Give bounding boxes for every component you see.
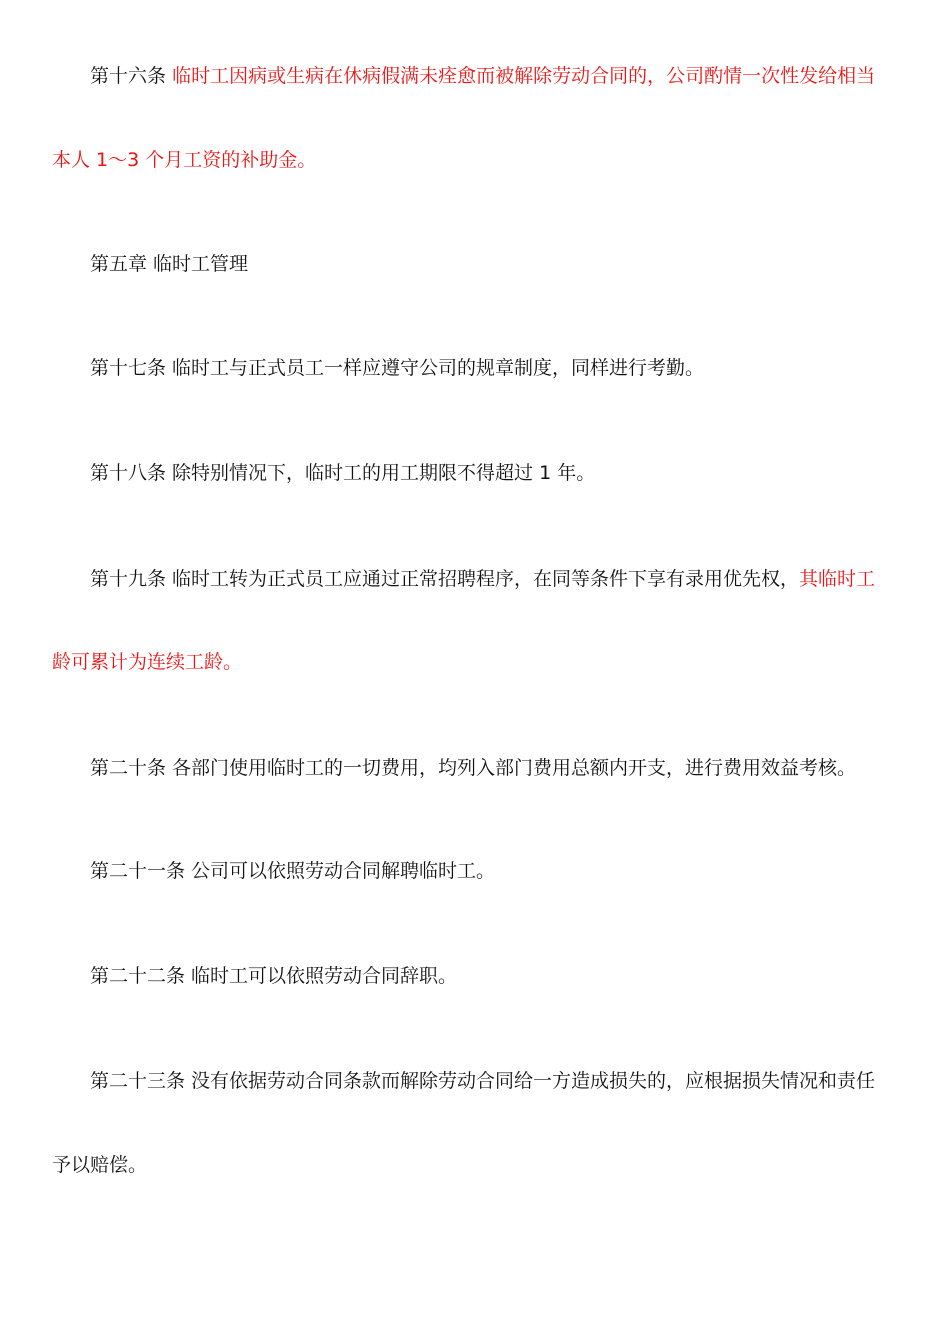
article-19-highlight: 其临时工 — [799, 568, 876, 590]
article-17: 第十七条 临时工与正式员工一样应遵守公司的规章制度，同样进行考勤。 — [90, 357, 705, 379]
article-19-text: 第十九条 临时工转为正式员工应通过正常招聘程序，在同等条件下享有录用优先权， — [90, 568, 800, 590]
article-19-line-2: 龄可累计为连续工龄。 — [52, 651, 243, 673]
article-16-highlight: 临时工因病或生病在休病假满未痊愈而被解除劳动合同的，公司酌情一次性发给相当 — [172, 65, 876, 87]
article-16-line-2: 本人 1～3 个月工资的补助金。 — [52, 149, 317, 171]
article-16-label: 第十六条 — [90, 65, 167, 87]
article-23-line-2: 予以赔偿。 — [52, 1154, 148, 1176]
article-19-line-1 — [90, 565, 888, 593]
article-21: 第二十一条 公司可以依照劳动合同解聘临时工。 — [90, 860, 496, 882]
article-16-line-1 — [90, 62, 888, 90]
article-23-line-1: 第二十三条 没有依据劳动合同条款而解除劳动合同给一方造成损失的，应根据损失情况和责任 — [90, 1070, 876, 1092]
article-18: 第十八条 除特别情况下，临时工的用工期限不得超过 1 年。 — [90, 462, 596, 484]
chapter-5-heading: 第五章 临时工管理 — [90, 253, 249, 275]
article-22: 第二十二条 临时工可以依照劳动合同辞职。 — [90, 965, 458, 987]
article-20: 第二十条 各部门使用临时工的一切费用，均列入部门费用总额内开支，进行费用效益考核。 — [90, 757, 857, 779]
